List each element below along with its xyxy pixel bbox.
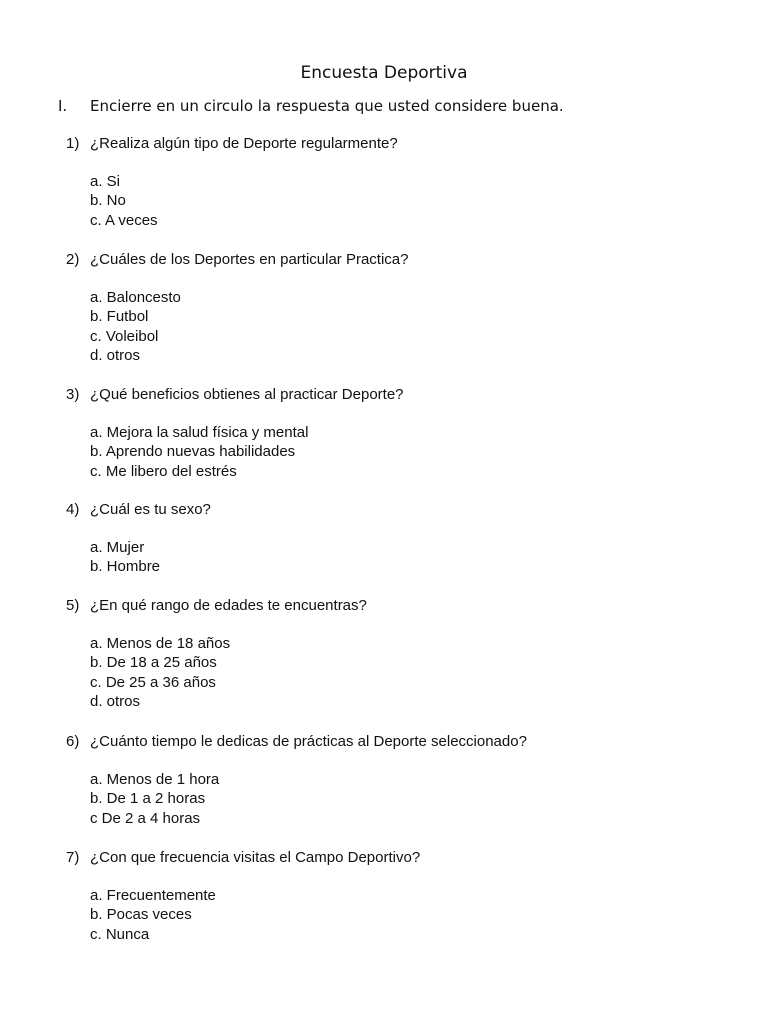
question-number: 1) xyxy=(66,135,80,152)
question-number: 6) xyxy=(66,733,80,750)
answer-option: d. otros xyxy=(90,692,141,710)
question-text: ¿Cuáles de los Deportes en particular Practica? xyxy=(90,251,409,268)
question-number: 5) xyxy=(66,597,80,614)
answer-option: a. Mejora la salud física y mental xyxy=(90,424,309,441)
answer-option: c. De 25 a 36 años xyxy=(90,673,216,691)
section-number: I. xyxy=(58,97,68,115)
instruction-text: Encierre en un circulo la respuesta que usted considere buena. xyxy=(90,97,564,115)
question-text: ¿Cuánto tiempo le dedicas de prácticas al Deporte seleccionado? xyxy=(90,733,527,750)
answer-option: b. De 1 a 2 horas xyxy=(90,790,206,808)
answer-option: b. Hombre xyxy=(90,558,161,576)
answer-option: c. Me libero del estrés xyxy=(90,462,237,480)
answer-option: c. Nunca xyxy=(90,925,150,943)
question-text: ¿En qué rango de edades te encuentras? xyxy=(90,597,367,614)
question-number: 2) xyxy=(66,251,80,268)
option-list xyxy=(90,770,219,828)
answer-option: b. Aprendo nuevas habilidades xyxy=(90,443,296,461)
answer-option: a. Baloncesto xyxy=(90,289,181,306)
answer-option: a. Menos de 1 hora xyxy=(90,771,220,788)
option-list xyxy=(90,423,308,481)
answer-option: c. Voleibol xyxy=(90,327,159,345)
answer-option: c De 2 a 4 horas xyxy=(90,809,201,827)
option-list xyxy=(90,886,216,944)
answer-option: a. Si xyxy=(90,173,121,190)
question-text: ¿Qué beneficios obtienes al practicar Deporte? xyxy=(90,386,404,403)
answer-option: b. No xyxy=(90,192,126,210)
answer-option: b. Pocas veces xyxy=(90,906,192,924)
question-number: 7) xyxy=(66,849,80,866)
option-list xyxy=(90,288,181,365)
option-list xyxy=(90,172,158,230)
question-text: ¿Cuál es tu sexo? xyxy=(90,501,211,518)
option-list xyxy=(90,538,160,577)
answer-option: a. Frecuentemente xyxy=(90,887,216,904)
question-text: ¿Con que frecuencia visitas el Campo Deportivo? xyxy=(90,849,421,866)
answer-option: c. A veces xyxy=(90,211,158,229)
answer-option: b. Futbol xyxy=(90,308,149,326)
question-number: 4) xyxy=(66,501,80,518)
question-text: ¿Realiza algún tipo de Deporte regularmente? xyxy=(90,135,398,152)
answer-option: b. De 18 a 25 años xyxy=(90,654,217,672)
answer-option: a. Menos de 18 años xyxy=(90,635,231,652)
answer-option: a. Mujer xyxy=(90,539,145,556)
question-number: 3) xyxy=(66,386,80,403)
answer-option: d. otros xyxy=(90,346,141,364)
document-title: Encuesta Deportiva xyxy=(300,63,468,83)
option-list xyxy=(90,634,230,711)
